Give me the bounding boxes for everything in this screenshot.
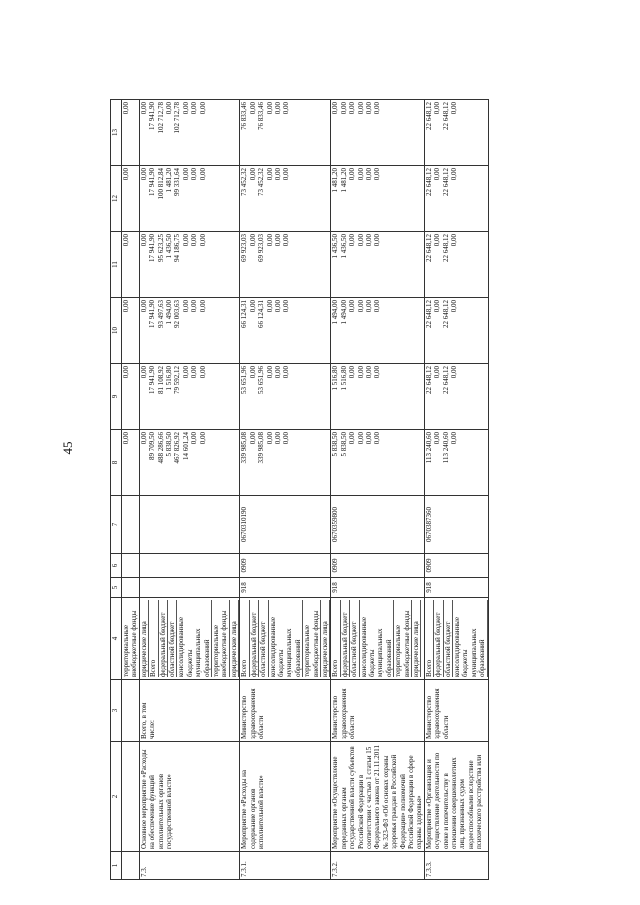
- cell-resp: Всего, в том числе:: [139, 680, 239, 742]
- cell-line: 1 436,50: [339, 234, 348, 259]
- cell-line: 113 240,60: [424, 432, 433, 464]
- cell-line: 0,00: [190, 300, 199, 313]
- cell-num: 7.3.1.: [240, 852, 331, 880]
- cell-line: 0,00: [165, 102, 174, 115]
- source-label: областной бюджет: [350, 600, 359, 677]
- cell-line: 0,00: [282, 102, 291, 115]
- cell-line: 5 838,50: [339, 432, 348, 457]
- cell-rzpr: [122, 554, 140, 578]
- page-number: 45: [60, 441, 75, 455]
- cell-line: 14 601,24: [181, 432, 190, 460]
- cell-line: 93 497,63: [156, 300, 165, 328]
- cell-line: 0,00: [273, 432, 282, 445]
- cell-line: 0,00: [364, 432, 373, 445]
- cell-c8: [139, 430, 239, 496]
- source-label: юридические лица: [230, 600, 239, 677]
- cell-line: 22 648,12: [424, 300, 433, 328]
- cell-line: 0,00: [190, 366, 199, 379]
- cell-line: 0,00: [265, 366, 274, 379]
- source-label: территориальные внебюджетные фонды: [212, 600, 230, 677]
- cell-line: 81 108,92: [156, 366, 165, 394]
- source-label: Всего: [331, 600, 340, 677]
- source-label: федеральный бюджет: [341, 600, 350, 677]
- cell-line: 1 481,20: [165, 168, 174, 193]
- cell-line: 0,00: [248, 234, 257, 247]
- cell-line: 0,00: [364, 102, 373, 115]
- cell-line: 0,00: [190, 432, 199, 445]
- cell-sources: [424, 598, 488, 680]
- source-label: юридические лица: [412, 600, 421, 677]
- cell-line: 0,00: [373, 234, 382, 247]
- cell-line: 0,00: [373, 366, 382, 379]
- cell-sources: [331, 598, 424, 680]
- cell-line: 0,00: [248, 366, 257, 379]
- cell-line: 1 481,20: [339, 168, 348, 193]
- header-cell: 2: [111, 742, 122, 852]
- cell-line: 0,00: [190, 234, 199, 247]
- cell-line: 0,00: [181, 300, 190, 313]
- cell-line: 22 648,12: [424, 102, 433, 130]
- cell-line: 0,00: [373, 168, 382, 181]
- cell-num: 7.3.: [139, 852, 239, 880]
- cell-line: 22 648,12: [441, 366, 450, 394]
- header-cell: 5: [111, 578, 122, 598]
- cell-line: 22 648,12: [441, 234, 450, 262]
- cell-line: 0,00: [248, 300, 257, 313]
- cell-line: 339 985,08: [257, 432, 266, 464]
- cell-line: 0,00: [348, 366, 357, 379]
- source-label: Всего: [240, 600, 249, 677]
- source-label: консолидированные бюджеты муниципальных образований: [453, 600, 488, 677]
- cell-line: 1 516,80: [165, 366, 174, 391]
- cell-rzpr: 0909: [424, 554, 488, 578]
- header-cell: 9: [111, 364, 122, 430]
- source-label: территориальные внебюджетные фонды: [303, 600, 321, 677]
- cell-line: 76 833,46: [257, 102, 266, 130]
- cell-line: 0,00: [265, 300, 274, 313]
- cell-line: 22 648,12: [424, 234, 433, 262]
- cell-name: Основное мероприятие «Расходы на обеспечение функций исполнительных органов государственной власти»: [139, 742, 239, 852]
- cell-sources: [139, 598, 239, 680]
- cell-num: 7.3.3.: [424, 852, 488, 880]
- cell-line: 0,00: [356, 366, 365, 379]
- cell-line: 73 452,32: [257, 168, 266, 196]
- cell-line: 79 592,12: [173, 366, 182, 394]
- cell-line: 0,00: [348, 102, 357, 115]
- cell-line: 0,00: [450, 168, 459, 181]
- cell-grbs: [139, 578, 239, 598]
- cell-line: 100 812,84: [156, 168, 165, 200]
- cell-line: 17 941,90: [148, 300, 157, 328]
- cell-c8: [122, 430, 140, 496]
- source-label: Всего: [425, 600, 434, 677]
- cell-grbs: 918: [331, 578, 424, 598]
- cell-line: 0,00: [122, 102, 130, 115]
- cell-line: 0,00: [198, 168, 207, 181]
- cell-line: 0,00: [139, 168, 148, 181]
- table-body: [122, 100, 489, 880]
- cell-line: 0,00: [181, 102, 190, 115]
- cell-line: 22 648,12: [441, 168, 450, 196]
- cell-line: 0,00: [450, 366, 459, 379]
- cell-c10: [331, 298, 424, 364]
- header-cell: 10: [111, 298, 122, 364]
- cell-line: 0,00: [450, 300, 459, 313]
- cell-c12: [424, 166, 488, 232]
- source-label: территориальные внебюджетные фонды: [122, 610, 139, 677]
- cell-line: 0,00: [198, 234, 207, 247]
- cell-line: 0,00: [356, 168, 365, 181]
- cell-line: 488 286,66: [156, 432, 165, 464]
- header-cell: 11: [111, 232, 122, 298]
- rotated-page: [110, 100, 625, 880]
- cell-csr: [122, 496, 140, 554]
- cell-line: 95 623,25: [156, 234, 165, 262]
- cell-line: 22 648,12: [441, 102, 450, 130]
- cell-line: 1 436,50: [331, 234, 340, 259]
- cell-line: 0,00: [339, 102, 348, 115]
- cell-grbs: [122, 578, 140, 598]
- header-cell: 7: [111, 496, 122, 554]
- cell-line: 92 003,63: [173, 300, 182, 328]
- cell-line: 1 516,80: [331, 366, 340, 391]
- cell-c10: [424, 298, 488, 364]
- cell-line: 99 331,64: [173, 168, 182, 196]
- cell-c8: [240, 430, 331, 496]
- cell-line: 0,00: [139, 300, 148, 313]
- cell-line: 0,00: [122, 234, 130, 247]
- cell-name: Мероприятие «Расходы на содержание органов исполнительной власти»: [240, 742, 331, 852]
- cell-line: 0,00: [248, 432, 257, 445]
- cell-line: 0,00: [198, 366, 207, 379]
- cell-line: 0,00: [190, 168, 199, 181]
- cell-line: 0,00: [282, 366, 291, 379]
- cell-line: 0,00: [282, 432, 291, 445]
- cell-grbs: 918: [424, 578, 488, 598]
- cell-line: 17 941,90: [148, 168, 157, 196]
- cell-resp: Министерство здравоохранения области: [424, 680, 488, 742]
- source-label: федеральный бюджет: [250, 600, 259, 677]
- cell-c9: [122, 364, 140, 430]
- cell-c11: [331, 232, 424, 298]
- cell-line: 69 923,03: [257, 234, 266, 262]
- cell-c13: [331, 100, 424, 166]
- cell-c13: [424, 100, 488, 166]
- source-label: Всего: [149, 600, 158, 677]
- cell-line: 0,00: [265, 102, 274, 115]
- cell-sources: [240, 598, 331, 680]
- cell-rzpr: 0909: [240, 554, 331, 578]
- cell-line: 102 712,78: [173, 102, 182, 134]
- cell-c12: [331, 166, 424, 232]
- cell-c10: [240, 298, 331, 364]
- cell-line: 0,00: [273, 234, 282, 247]
- source-label: областной бюджет: [259, 600, 268, 677]
- source-label: областной бюджет: [444, 600, 453, 677]
- cell-line: 89 709,50: [148, 432, 157, 460]
- cell-name: Мероприятие «Организация и осуществление деятельности по опеке и попечительству в отношении совершеннолетних лиц, признанных судом недееспособными вследствие психического расстройства или: [424, 742, 488, 852]
- budget-table: [110, 99, 489, 880]
- cell-line: 0,00: [122, 366, 130, 379]
- cell-line: 0,00: [373, 432, 382, 445]
- cell-line: 0,00: [190, 102, 199, 115]
- cell-c9: [331, 364, 424, 430]
- header-cell: 6: [111, 554, 122, 578]
- header-row: [111, 100, 122, 880]
- cell-line: 0,00: [433, 234, 442, 247]
- cell-c12: [122, 166, 140, 232]
- cell-line: 0,00: [373, 300, 382, 313]
- cell-line: 1 494,00: [339, 300, 348, 325]
- cell-c13: [240, 100, 331, 166]
- cell-line: 0,00: [198, 300, 207, 313]
- cell-line: 94 186,75: [173, 234, 182, 262]
- cell-line: 0,00: [273, 168, 282, 181]
- cell-line: 0,00: [433, 300, 442, 313]
- cell-c11: [240, 232, 331, 298]
- cell-line: 0,00: [364, 234, 373, 247]
- cell-line: 1 481,20: [331, 168, 340, 193]
- cell-line: 66 124,31: [240, 300, 249, 328]
- cell-c12: [240, 166, 331, 232]
- cell-line: 22 648,12: [441, 300, 450, 328]
- source-label: федеральный бюджет: [159, 600, 168, 677]
- cell-line: 0,00: [181, 234, 190, 247]
- cell-line: 0,00: [122, 300, 130, 313]
- cell-line: 0,00: [198, 432, 207, 445]
- cell-c13: [122, 100, 140, 166]
- cell-line: 339 985,08: [240, 432, 249, 464]
- cell-line: 1 494,00: [331, 300, 340, 325]
- header-cell: 12: [111, 166, 122, 232]
- cell-line: 0,00: [273, 102, 282, 115]
- cell-c10: [122, 298, 140, 364]
- cell-line: 0,00: [139, 366, 148, 379]
- cell-line: 0,00: [364, 366, 373, 379]
- source-label: федеральный бюджет: [434, 600, 443, 677]
- header-cell: 1: [111, 852, 122, 880]
- cell-line: 0,00: [364, 300, 373, 313]
- cell-resp: Министерство здравоохранения области: [240, 680, 331, 742]
- source-label: консолидированные бюджеты муниципальных образований: [360, 600, 395, 677]
- cell-line: 0,00: [450, 234, 459, 247]
- cell-line: 0,00: [181, 168, 190, 181]
- cell-c8: [424, 430, 488, 496]
- cell-c10: [139, 298, 239, 364]
- cell-line: 5 838,50: [165, 432, 174, 457]
- cell-line: 69 923,03: [240, 234, 249, 262]
- cell-line: 0,00: [282, 168, 291, 181]
- cell-line: 0,00: [450, 432, 459, 445]
- header-cell: 3: [111, 680, 122, 742]
- cell-line: 467 826,92: [173, 432, 182, 464]
- cell-line: 0,00: [265, 168, 274, 181]
- cell-line: 0,00: [356, 432, 365, 445]
- header-cell: 8: [111, 430, 122, 496]
- source-label: территориальные внебюджетные фонды: [394, 600, 412, 677]
- cell-num: [122, 852, 140, 880]
- cell-line: 22 648,12: [424, 366, 433, 394]
- cell-name: [122, 742, 140, 852]
- cell-c9: [424, 364, 488, 430]
- cell-resp: Министерство здравоохранения области: [331, 680, 424, 742]
- cell-line: 1 494,00: [165, 300, 174, 325]
- cell-c13: [139, 100, 239, 166]
- cell-line: 0,00: [331, 102, 340, 115]
- cell-csr: [139, 496, 239, 554]
- continuation-row: [122, 100, 140, 880]
- cell-line: 0,00: [433, 168, 442, 181]
- cell-line: 0,00: [139, 234, 148, 247]
- cell-line: 0,00: [265, 432, 274, 445]
- cell-c9: [139, 364, 239, 430]
- source-label: консолидированные бюджеты муниципальных образований: [269, 600, 304, 677]
- cell-sources: [122, 598, 140, 680]
- cell-c8: [331, 430, 424, 496]
- cell-line: 17 941,90: [148, 366, 157, 394]
- cell-grbs: 918: [240, 578, 331, 598]
- cell-c11: [424, 232, 488, 298]
- source-label: областной бюджет: [168, 600, 177, 677]
- cell-line: 76 833,46: [240, 102, 249, 130]
- cell-line: 102 712,78: [156, 102, 165, 134]
- cell-num: 7.3.2.: [331, 852, 424, 880]
- cell-line: 0,00: [348, 234, 357, 247]
- cell-line: 113 240,60: [441, 432, 450, 464]
- cell-c11: [122, 232, 140, 298]
- cell-line: 17 941,90: [148, 102, 157, 130]
- cell-name: Мероприятие «Осуществление переданных органам государственной власти субъектов Российской Федерации в соответствии с частью 1 статьи 15 Федерального закона от 21.11.2011 № 323-ФЗ «Об основах охраны здоровья граждан в Российской Федерации» полномочий Российской Федерации в сфере охраны здоровья»: [331, 742, 424, 852]
- cell-line: 0,00: [265, 234, 274, 247]
- cell-line: 0,00: [198, 102, 207, 115]
- cell-line: 0,00: [348, 432, 357, 445]
- cell-csr: 0670359800: [331, 496, 424, 554]
- cell-c12: [139, 166, 239, 232]
- cell-line: 0,00: [139, 102, 148, 115]
- cell-csr: 0670387360: [424, 496, 488, 554]
- cell-line: 0,00: [248, 102, 257, 115]
- cell-line: 0,00: [433, 102, 442, 115]
- table-row: [424, 100, 488, 880]
- cell-line: 5 838,50: [331, 432, 340, 457]
- cell-line: 0,00: [122, 432, 130, 445]
- cell-c11: [139, 232, 239, 298]
- cell-line: 53 651,96: [240, 366, 249, 394]
- header-cell: 13: [111, 100, 122, 166]
- cell-line: 0,00: [356, 234, 365, 247]
- cell-line: 0,00: [282, 300, 291, 313]
- cell-line: 53 651,96: [257, 366, 266, 394]
- cell-line: 0,00: [248, 168, 257, 181]
- cell-line: 73 452,32: [240, 168, 249, 196]
- source-label: консолидированные бюджеты муниципальных образований: [177, 600, 212, 677]
- cell-rzpr: 0909: [331, 554, 424, 578]
- cell-c9: [240, 364, 331, 430]
- cell-resp: [122, 680, 140, 742]
- cell-line: 0,00: [273, 366, 282, 379]
- cell-line: 0,00: [373, 102, 382, 115]
- cell-line: 0,00: [433, 366, 442, 379]
- cell-line: 0,00: [139, 432, 148, 445]
- cell-line: 1 516,80: [339, 366, 348, 391]
- cell-line: 0,00: [450, 102, 459, 115]
- cell-line: 0,00: [282, 234, 291, 247]
- source-label: юридические лица: [140, 600, 149, 677]
- table-row: [139, 100, 239, 880]
- cell-rzpr: [139, 554, 239, 578]
- cell-line: 1 436,50: [165, 234, 174, 259]
- cell-line: 17 941,90: [148, 234, 157, 262]
- cell-line: 0,00: [181, 366, 190, 379]
- table-row: [240, 100, 331, 880]
- cell-line: 0,00: [356, 300, 365, 313]
- cell-line: 0,00: [356, 102, 365, 115]
- cell-line: 0,00: [348, 300, 357, 313]
- cell-line: 0,00: [364, 168, 373, 181]
- cell-line: 0,00: [433, 432, 442, 445]
- cell-line: 66 124,31: [257, 300, 266, 328]
- cell-csr: 0670310190: [240, 496, 331, 554]
- cell-line: 22 648,12: [424, 168, 433, 196]
- cell-line: 0,00: [273, 300, 282, 313]
- cell-line: 0,00: [348, 168, 357, 181]
- header-cell: 4: [111, 598, 122, 680]
- table-row: [331, 100, 424, 880]
- source-label: юридические лица: [321, 600, 330, 677]
- cell-line: 0,00: [122, 168, 130, 181]
